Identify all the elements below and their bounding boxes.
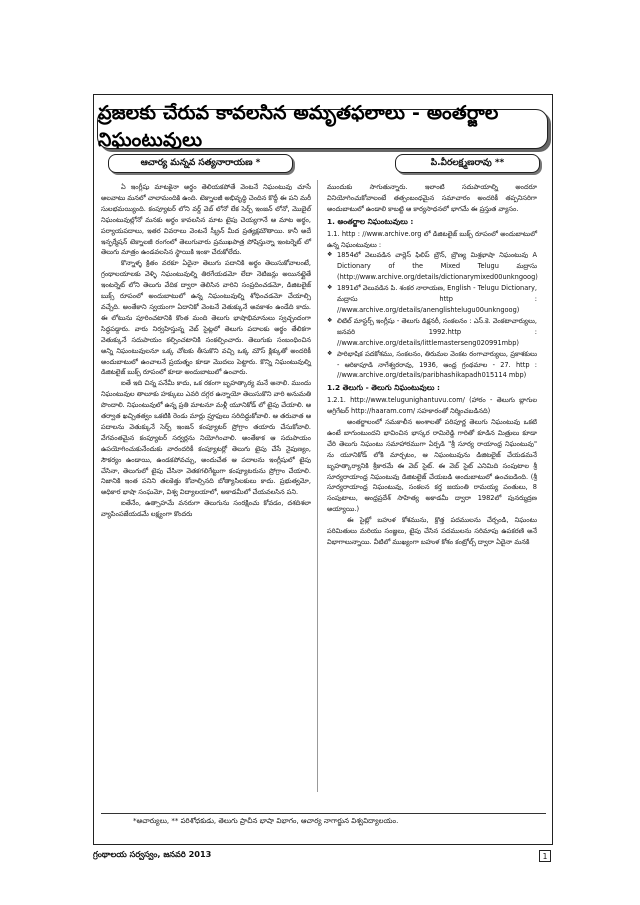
footnote-divider bbox=[101, 813, 546, 814]
reference-text: 1854లో వెలువడిన చార్లెస్ ఫిలిప్ బ్రౌన్, బ్రౌణ్య మిశ్రభాషా నిఘంటువు A Dictionary of the Mixed Telugu మద్రాసు (http://www.archive.org/details/dictionarymixed00unkngoog) bbox=[337, 251, 538, 282]
column-divider bbox=[317, 180, 318, 792]
book-icon: ❖ bbox=[327, 316, 333, 324]
left-paragraph-1: ఏ ఇంగ్లీషు మాటకైనా అర్థం తెలియకపోతే వెంటనే నిఘంటువు చూసే అలవాటు మనలో చాలామందికి ఉంది. టెక్నాలజీ అభివృద్ధి చెందిన కొద్దీ ఈ పని మరీ సులభమయ్యింది. కంప్యూటర్ లోని వర్డ్ వెబ్ లోనో లేక సెర్చ్ ఇంజన్ లోనో, మొబైల్ నిఘంటువుల్లోనో మనకు అర్థం కావలసిన మాట టైపు చెయ్యగానే ఆ మాట అర్థం, పర్యాయపదాలు, ఇతర వివరాలు వెంటనే స్క్రీన్ మీద ప్రత్యక్షమౌతాయి. కానీ అదే ఇన్ఫర్మేషన్ టెక్నాలజీ రంగంలో తెలుగువారు ప్రముఖపాత్ర పోషిస్తున్నా ఇంటర్నెట్ లో తెలుగు మాత్రం ఉండవలసిన స్థాయికి ఇంకా చేరుకోలేదు. bbox=[101, 183, 311, 257]
book-icon: ❖ bbox=[327, 349, 333, 357]
book-icon: ❖ bbox=[327, 251, 333, 259]
reference-item bbox=[327, 283, 537, 316]
reference-text: లిటిల్ మాస్టర్స్ ఇంగ్లీషు - తెలుగు డిక్షనరీ, సంకలనం : ఎస్.కె. వెంకటాచార్యులు, జనవరి 1992.http : //www.archive.org/details/littlemasterseng020991mbp) bbox=[337, 316, 537, 347]
reference-item bbox=[327, 316, 537, 349]
page-number: 1 bbox=[539, 850, 551, 862]
reference-text: 1891లో వెలువడిన పి. శంకర నారాయణ, English - Telugu Dictionary, మద్రాసు http : //www.archive.org/details/anenglishtelugu00unkngoog) bbox=[337, 284, 537, 314]
section-1-heading: 1. అంతర్జాల నిఘంటువులు : bbox=[327, 216, 414, 226]
right-column bbox=[327, 182, 537, 548]
section-1-1-intro: 1.1. http : //www.archive.org లో డిజిటలైజ్ బుక్స్ రూపంలో అందుబాటులో ఉన్న నిఘంటువులు : bbox=[327, 229, 537, 249]
footnote: *ఆచార్యులు, ** పరిశోధకుడు, తెలుగు ప్రాచీన భాషా విభాగం, ఆచార్య నాగార్జున విశ్వవిద్యాలయం. bbox=[133, 817, 399, 825]
right-paragraph-3: ఈ సైట్లో బహుళ కోశమును, క్రొత్త పదములను చేర్చండి, నిఘంటు పరిమితులు మరియు సంజ్ఞలు, టైపు చేసిన పదములను సరిమాపు ఉపకరణి అనే విభాగాలున్నాయి. వీటిలో ముఖ్యంగా బహుళ కోశం కంట్రోల్స్ ద్వారా ఏదైనా మనకి bbox=[327, 516, 537, 546]
author-right: పి.వీరలక్ష్మణరావు ** bbox=[395, 154, 540, 173]
left-paragraph-2: కొన్నాళ్ళ క్రితం వరకూ ఏదైనా తెలుగు పదానికి అర్థం తెలుసుకోవాలంటే, గ్రంథాలయాలకు వెళ్ళి నిఘంటువుల్ని తిరగేయడమో లేదా నెటిజన్లు అయినట్లైతే ఇంటర్నెట్ లోని తెలుగు వేదిక ద్వారా తెలిసిన వారిని సంప్రదించడమో, డిజిటలైజ్ బుక్స్ రూపంలో అందుబాటులో ఉన్న నిఘంటువుల్ని శోధించడమో చేయాల్సి వచ్చేది. అంతేకాని స్వయంగా ఏదానికో వెంటనే వెతుక్కునే అవకాశం ఉండేది కాదు. ఈ లోటును పూరించటానికి కొంత మంది తెలుగు భాషాభిమానులు స్వచ్ఛందంగా సిద్ధపడ్డారు. వారు నిర్వహిస్తున్న వెబ్ సైట్లలో తెలుగు పదాలకు అర్థం తేలికగా వెతుక్కునే సదుపాయం కల్పించటానికి సంకల్పించారు. తెలుగుకు సంబంధించిన అన్ని నిఘంటువులనూ ఒక్క చోటకు తీసుకొని వచ్చి ఒక్క మౌస్ క్లిక్కుతో అందరికీ అందుబాటులో ఉంచాలనే ప్రయత్నం కూడా మొదలు పెట్టారు. కొన్ని నిఘంటువుల్ని డిజిటలైజ్ బుక్స్ రూపంలో కూడా అందుబాటులో ఉంచారు. bbox=[101, 259, 311, 377]
left-column bbox=[101, 182, 311, 520]
book-icon: ❖ bbox=[327, 284, 333, 292]
reference-item bbox=[327, 349, 537, 382]
reference-item bbox=[327, 250, 537, 283]
footer-journal-title: గ్రంథాలయ సర్వస్వం, జనవరి 2013 bbox=[93, 849, 212, 859]
author-left: ఆచార్య మన్నవ సత్యనారాయణ * bbox=[108, 154, 293, 173]
reference-text: పారిభాషిక పదకోశము, సంకలనం, తిరుమల వెంకట రంగాచార్యులు, ప్రకాశకులు - ఆరికాపూడి నాగేశ్వరరావు, 1936, ఆంధ్ర గ్రంథమాల - 27. http : //www.archive.org/details/paribhashikapadh015114 mbp) bbox=[337, 349, 537, 380]
right-paragraph-2: అంతర్జాలంలో సమకాలీన అంశాలతో పరిపూర్ణ తెలుగు నిఘంటువు ఒకటి ఉంటే బాగుంటుందని భావించిన భాస్కర రామిరెడ్డి గారితో కూడిన మిత్రులు కూడా చేరి తెలుగు నిఘంటు సమాహారముగా ఏర్పడి "శ్రీ సూర్య రాయాంధ్ర నిఘంటువు" ను యూనికోడ్ లోకి మార్చటం, ఆ నిఘంటువును డిజిటలైజ్ చేయడమనే బృహత్కార్యానికి శ్రీకారమే ఈ వెబ్ సైట్. ఈ వెబ్ సైట్ ఎనిమిది సంపుటాల శ్రీ సూర్యరాయాంధ్ర నిఘంటువు డిజిటలైజ్ చేయబడి అందుబాటులో ఉంచబడింది. (శ్రీ సూర్యరాయాంధ్ర నిఘంటువు, సంకలన కర్త జయంతి రామయ్య పంతులు, 8 సంపుటాలు, ఆంధ్రప్రదేశ్ సాహిత్య అకాడమీ ద్వారా 1982లో పునర్ముద్రణ అయ్యాయి.) bbox=[327, 418, 537, 514]
section-1-2-heading: 1.2 తెలుగు - తెలుగు నిఘంటువులు : bbox=[327, 383, 440, 393]
right-intro: ముందుకు సాగుతున్నారు. ఇలాంటి సదుపాయాల్ని అందరూ వినియోగించుకోవాలంటే తత్సంబంధమైన సమాచారం అందరికీ తప్పనిసరిగా అందుబాటులో ఉండాలి కాబట్టి ఆ కార్యసాధనలో భాగమే ఈ ప్రస్తుత వ్యాసం. bbox=[327, 183, 537, 213]
article-title: ప్రజలకు చేరువ కావలసిన అమృతఫలాలు - అంతర్జాల నిఘంటువులు bbox=[97, 109, 548, 149]
left-paragraph-4: ఐతేనేం, ఉత్సాహమే వనరుగా తెలుగును సంరక్షించు కోవడం, దశదిశలా వ్యాపింపజేయడమే లక్ష్యంగా కొందరు bbox=[101, 499, 311, 519]
left-paragraph-3: ఐతే ఇది చిన్న పనేమీ కాదు, ఒక రకంగా బృహత్కార్య మనే అనాలి. ముందు నిఘంటువుల తాలూకు హక్కులు ఎవరి దగ్గర ఉన్నాయో తెలుసుకొని వారి అనుమతి పొందాలి. నిఘంటువులో ఉన్న ప్రతి మాటనూ మళ్లీ యూనికోడ్ లో టైపు చేయాలి. ఆ తర్వాత ఖచ్చితత్వం ఒకటికి రెండు మార్లు ప్రూఫులు సరిదిద్దుకోవాలి. ఆ తరువాత ఆ పదాలను వెతుక్కునే సెర్చ్ ఇంజన్ కంప్యూటర్ ప్రోగ్రాం తయారు చేసుకోవాలి. వేగవంతమైన కంప్యూటర్ సర్వర్లను నియోగించాలి. అంతేకాక ఆ సదుపాయం ఉపయోగించుకునేందుకు వారందరికీ కంప్యూటర్లో తెలుగు టైపు చేసే నైపుణ్యం, సౌకర్యం ఉండాయి, ఉండకపోవచ్చు, అందుచేత ఆ పదాలను ఇంగ్లీషులో టైపు చేసినా, తెలుగులో టైపు చేసినా వెతకగలిగేట్టుగా కంప్యూటరును ప్రోగ్రాం చేయాలి. నిజానికి ఇంత పనిని తలకెత్తు కోవాల్సినది బోత్యాసిలకులు కాదు. ప్రభుత్వమో, అధికార భాషా సంఘమో, విశ్వ విద్యాలయాలో, అకాడమీలో చేయవలసిన పని. bbox=[101, 379, 311, 497]
section-1-2-1-intro: 1.2.1. http://www.telugunighantuvu.com/ (హారం - తెలుగు బ్లాగుల అగ్రిగేటర్ http://haaram.com/ సహకారంతో నిర్మించబడినది) bbox=[327, 396, 537, 416]
